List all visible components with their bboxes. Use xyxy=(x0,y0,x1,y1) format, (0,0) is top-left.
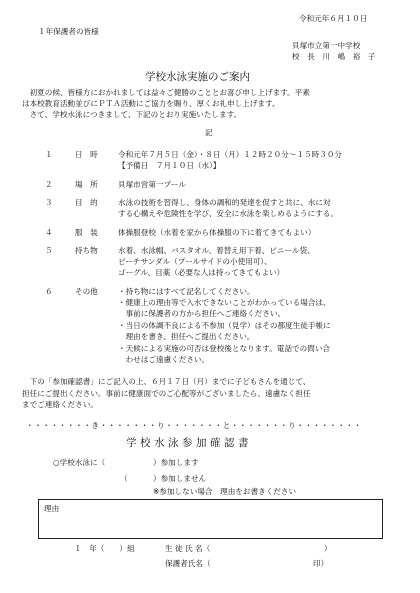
principal-name: 校 長 川 嶋 裕 子 xyxy=(292,52,376,61)
item-text: ・持ち物にはすべて記名してください。 xyxy=(118,287,255,296)
item-number: ４ xyxy=(45,228,53,237)
item-text: 水着、水泳帽、バスタオル、着替え用下着、ビニール袋、 xyxy=(118,246,315,255)
cut-line: ・・・・・・・・き・・・・・・・り・・・・・・・と・・・・・・・り・・・・・・・・ xyxy=(26,421,362,430)
item-label: 服 装 xyxy=(75,228,98,237)
item-label: 日 時 xyxy=(75,150,98,159)
item-text: ・当日の体調不良による不参加（見学）はその都度生徒手帳に xyxy=(118,321,331,330)
item-text: 事前に保護者の方から担任へご連絡ください。 xyxy=(118,309,286,318)
absence-note: ※参加しない場合 理由をお書きください xyxy=(153,487,297,496)
closing-line: 下の「参加確認書」にご記入の上、６月１７日（月）までに子どもさんを通じて、 xyxy=(22,377,311,386)
item-label: 場 所 xyxy=(75,180,98,189)
ki-marker: 記 xyxy=(205,128,213,137)
item-text: ゴーグル、目薬（必要な人は持ってきてもよい） xyxy=(118,268,285,277)
item-number: ３ xyxy=(45,198,53,207)
item-number: １ xyxy=(45,150,53,159)
item-text: する心構えや危険性を学び、安全に水泳を楽しめるようにする。 xyxy=(118,209,338,218)
item-text: 貝塚市営第一プール xyxy=(118,180,186,189)
item-number: ５ xyxy=(45,246,53,255)
item-label: 目 的 xyxy=(75,198,98,207)
item-number: ２ xyxy=(45,180,53,189)
form-title: 学校水泳参加確認書 xyxy=(126,437,252,449)
item-text: ・天候による実施の可否は登校後となります。電話での問い合 xyxy=(118,344,331,353)
item-text: ビーチサンダル（プールサイドの小使用可）、 xyxy=(118,257,272,266)
item-text: 理由を書き、担任へご提出ください。 xyxy=(118,332,255,341)
item-text: わせはご遠慮ください。 xyxy=(118,355,210,364)
item-text: 令和元年７月５日（金）・８日（月）１２時２０分～１５時３０分 xyxy=(118,150,343,159)
item-number: ６ xyxy=(45,287,53,296)
intro-line: 初夏の候、皆様方におかれましては益々ご健勝のこととお喜び申し上げます。平素 xyxy=(22,88,310,97)
item-text: 体操服登校（水着を家から体操服の下に着てきてもよい） xyxy=(118,228,316,237)
option-absent-prefix: （ xyxy=(120,474,128,483)
option-attend-suffix: ）参加します xyxy=(153,458,199,467)
option-attend-prefix: ○学校水泳に（ xyxy=(53,458,106,467)
page-title: 学校水泳実施のご案内 xyxy=(145,71,250,83)
guardian-name-close: 印） xyxy=(313,559,329,568)
recipient-line: １年保護者の皆様 xyxy=(38,27,99,36)
item-text: ・健康上の理由等で入水できないことがわかっている場合は、 xyxy=(118,298,331,307)
class-field: １ 年（ ）組 xyxy=(74,544,135,553)
reason-box[interactable] xyxy=(38,499,383,539)
school-name: 貝塚市立第一中学校 xyxy=(292,41,361,50)
reason-label: 理由 xyxy=(44,504,60,513)
item-text: 水泳の技術を習得し、身体の調和的発達を促すと共に、水に対 xyxy=(118,198,331,207)
closing-line: 担任にご提出ください。事前に健康面でのご心配等がございましたら、遠慮なく担任 xyxy=(22,389,311,398)
issue-date: 令和元年６月１０日 xyxy=(299,14,368,23)
closing-line: までご連絡ください。 xyxy=(22,400,98,409)
item-text: 【予備日 ７月１０日（水）】 xyxy=(118,161,221,170)
item-label: その他 xyxy=(75,287,98,296)
intro-line: は本校教育活動並びにＰＴＡ活動にご協力を賜り、厚くお礼申し上げます。 xyxy=(22,99,280,108)
option-absent-suffix: ）参加しません xyxy=(153,474,207,483)
guardian-name-label: 保護者氏名（ xyxy=(165,559,211,568)
intro-line: さて、学校水泳につきまして、下記のとおり実施いたします。 xyxy=(22,110,242,119)
student-name-close: ） xyxy=(324,544,332,553)
item-label: 持ち物 xyxy=(75,246,98,255)
student-name-label: 生 徒 氏 名（ xyxy=(165,544,211,553)
